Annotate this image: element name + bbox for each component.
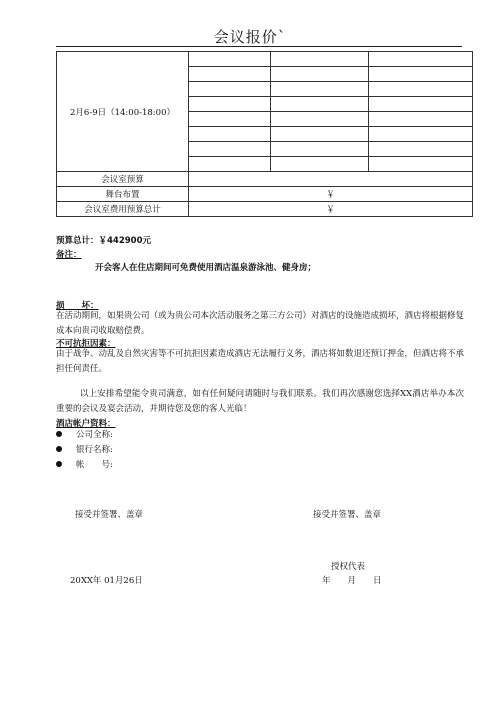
left-accept-sign: 接受并签署、盖章: [75, 510, 144, 520]
damage-heading: 损 坏：: [56, 301, 99, 311]
table-cell: [369, 97, 473, 112]
table-cell: [189, 127, 271, 142]
summary-label: 会议室费用预算总计: [57, 202, 189, 217]
page-title: 会议报价`: [213, 28, 287, 46]
force-majeure-heading: 不可抗拒因素：: [56, 339, 116, 349]
account-item-label: 公司全称:: [76, 430, 113, 440]
table-cell: [369, 142, 473, 157]
bullet-icon: [56, 431, 62, 437]
title-rule: [56, 46, 462, 47]
quote-table-body: [57, 52, 473, 217]
summary-value: ￥: [189, 202, 473, 217]
table-cell: [369, 112, 473, 127]
table-cell: [189, 97, 271, 112]
table-cell: [189, 157, 271, 172]
summary-row: [57, 202, 473, 217]
table-cell: [271, 127, 369, 142]
table-cell: [271, 52, 369, 67]
table-cell: [189, 82, 271, 97]
table-cell: [271, 97, 369, 112]
summary-label: 会议室预算: [57, 172, 189, 187]
table-cell: [271, 67, 369, 82]
bullet-icon: [56, 446, 62, 452]
summary-value: [189, 172, 473, 187]
table-cell: [271, 82, 369, 97]
damage-text: 在活动期间，如果贵公司（或为贵公司本次活动服务之第三方公司）对酒店的设施造成损坏，酒店将根据修复成本向贵司收取赔偿费。: [56, 311, 465, 336]
summary-value: ￥: [189, 187, 473, 202]
summary-label: 舞台布置: [57, 187, 189, 202]
left-date: 20XX年 01月26日: [70, 576, 143, 586]
notes-label: 备注：: [56, 250, 82, 260]
account-item-number: [56, 458, 113, 473]
closing-paragraph: 以上安排希望能令贵司满意，如有任何疑问请随时与我们联系。我们再次感谢您选择XX酒店举办本次重要的会议及宴会活动，并期待您及您的客人光临！: [56, 389, 464, 414]
table-cell: [369, 82, 473, 97]
quote-table: [56, 51, 473, 217]
account-heading: 酒店帐户资料：: [56, 419, 116, 429]
account-item-label: 帐 号:: [76, 460, 113, 470]
right-accept-sign: 接受并签署、盖章: [313, 510, 382, 520]
table-cell: [189, 67, 271, 82]
table-cell: [189, 112, 271, 127]
budget-total: 预算总计：￥442900元: [56, 236, 151, 246]
account-item-label: 银行名称:: [76, 445, 113, 455]
force-majeure-text: 由于战争、动乱及自然灾害等不可抗拒因素造成酒店无法履行义务，酒店将如数退还预订押金，但酒店将不承担任何责任。: [56, 349, 465, 374]
summary-row: [57, 172, 473, 187]
notes-text: 开会客人在住店期间可免费使用酒店温泉游泳池、健身房；: [95, 263, 317, 273]
table-cell: [369, 157, 473, 172]
bullet-icon: [56, 461, 62, 467]
table-cell: [271, 157, 369, 172]
table-cell: [271, 142, 369, 157]
table-cell: [369, 127, 473, 142]
table-cell: [271, 112, 369, 127]
account-item-company: [56, 428, 113, 443]
table-cell: [189, 52, 271, 67]
summary-row: [57, 187, 473, 202]
table-cell: [189, 142, 271, 157]
account-item-bank: [56, 443, 113, 458]
authorized-rep: 授权代表: [331, 562, 366, 572]
date-cell: 2月6-9日（14:00-18:00）: [57, 52, 189, 172]
table-row: [57, 52, 473, 67]
table-cell: [369, 67, 473, 82]
table-cell: [369, 52, 473, 67]
right-date: 年 月 日: [322, 576, 382, 586]
